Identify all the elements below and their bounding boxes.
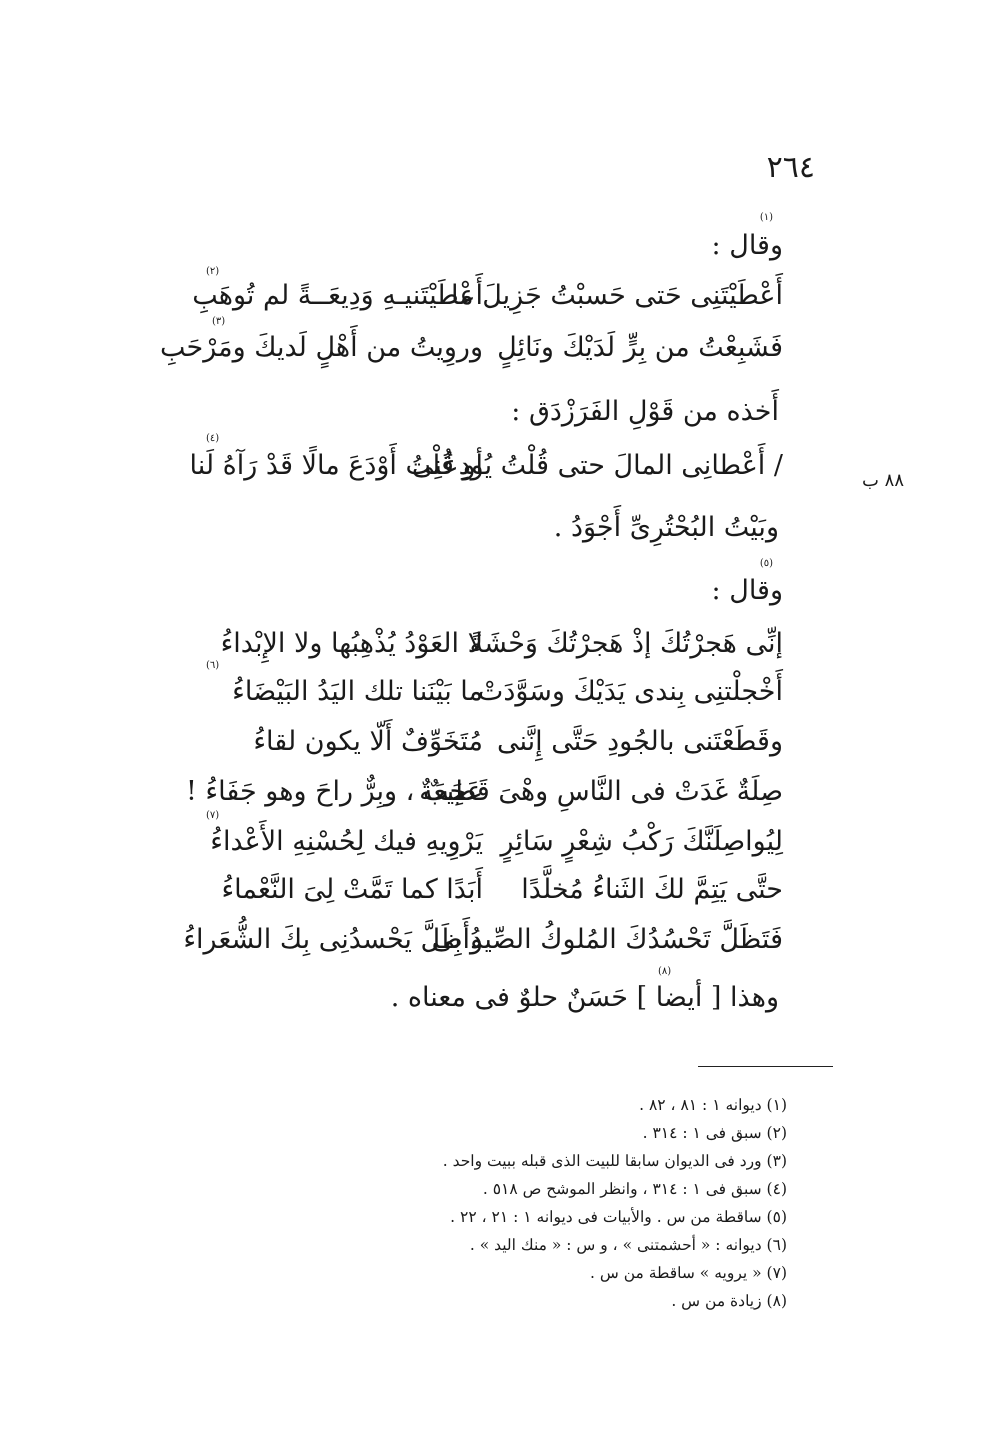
footnote xyxy=(671,1292,787,1310)
verse-second-hemistich: وروِيتُ من أَهْلٍ لَديكَ ومَرْحَبِ xyxy=(160,332,483,363)
footnote-text: « يرويه » ساقطة من س . xyxy=(590,1264,762,1282)
margin-folio-note: ٨٨ ب xyxy=(862,470,905,491)
footnote-separator xyxy=(698,1066,833,1067)
verse-second-hemistich: وأَظَلَّ يَحْسدُنِى بِكَ الشُّعَراءُ xyxy=(183,924,483,955)
footnote-number: (٤) xyxy=(766,1180,787,1198)
footnote-ref: (٤) xyxy=(206,433,220,444)
verse-first-hemistich: صِلَةٌ غَدَتْ فى النَّاسِ وهْىَ قَطِيعَةٌ xyxy=(419,776,783,807)
intro-line: وهذا [ أيضا ] حَسَنٌ حلوٌ فى معناه . xyxy=(390,982,779,1013)
footnote-ref: (١) xyxy=(759,212,773,223)
intro-line: وقال : xyxy=(711,575,783,606)
footnote xyxy=(590,1264,787,1282)
verse-second-hemistich: يَرْوِيهِ فيك لِحُسْنِهِ الأَعْداءُ xyxy=(210,826,483,857)
footnote-number: (٢) xyxy=(766,1124,787,1142)
intro-line: أَخذه من قَوْلِ الفَرَزْدَق : xyxy=(511,396,779,427)
footnote-number: (٥) xyxy=(766,1208,787,1226)
footnote-ref: (٦) xyxy=(206,660,220,671)
verse-second-hemistich: أَبَدًا كما تَمَّتْ لِىَ النَّعْماءُ xyxy=(221,874,483,905)
verse-first-hemistich: حتَّى يَتِمَّ لكَ الثَناءُ مُخلَّدًا xyxy=(521,874,783,905)
footnote xyxy=(443,1152,787,1170)
footnote-text: سبق فى ١ : ٣١٤ ، وانظر الموشح ص ٥١٨ . xyxy=(482,1180,762,1198)
verse-first-hemistich: أَعْطَيْتَنِى حَتى حَسبْتُ جَزِيلَ ما xyxy=(450,280,783,311)
verse-first-hemistich: / أَعْطانِى المالَ حتى قُلْتُ يُودِعُنِى xyxy=(411,450,783,481)
footnote xyxy=(643,1124,787,1142)
footnote-number: (٧) xyxy=(766,1264,787,1282)
footnote-text: ديوانه : « أحشمتنى » ، و س : « منك اليد » . xyxy=(469,1236,762,1254)
verse-second-hemistich: عَجَبٌ ، وبِرٌّ راحَ وهو جَفَاءُ ! xyxy=(185,776,483,807)
verse-first-hemistich: لِيُواصِلَنَّكَ رَكْبُ شِعْرٍ سَائِرٍ xyxy=(500,826,783,857)
verse-first-hemistich: إنِّى هَجرْتُكَ إذْ هَجرْتُكَ وَحْشَةً xyxy=(469,628,783,659)
footnote-ref: (٣) xyxy=(212,316,226,327)
footnote-ref: (٨) xyxy=(658,966,672,977)
verse-second-hemistich: لا العَوْدُ يُذْهِبُها ولا الإِبْداءُ xyxy=(220,628,483,659)
verse-first-hemistich: فَتَظَلَّ تَحْسُدُكَ المُلوكُ الصِّيدُ بِى xyxy=(431,924,783,955)
verse-first-hemistich: فَشَبِعْتُ من بِرٍّ لَدَيْكَ ونَائِلٍ xyxy=(497,332,783,363)
footnote xyxy=(450,1208,787,1226)
footnote xyxy=(483,1180,787,1198)
footnote-text: ساقطة من س . والأبيات فى ديوانه ١ : ٢١ ، ٢٢ . xyxy=(450,1208,762,1226)
verse-second-hemistich: ما بَيْنَنا تلك اليَدُ البَيْضَاءُ xyxy=(232,676,483,707)
footnote-ref: (٧) xyxy=(206,810,220,821)
intro-line: وقال : xyxy=(711,230,783,261)
footnote-ref: (٥) xyxy=(759,558,773,569)
verse-first-hemistich: وقَطَعْتَنى بالجُودِ حَتَّى إِنَّنى xyxy=(496,726,783,757)
verse-first-hemistich: أَخْجلْتنِى بِندى يَدَيْكَ وسَوَّدَتْ xyxy=(477,676,783,707)
verse-second-hemistich: أَعْطَيْتَنيـهِ وَدِيعَــةً لم تُوهَبِ xyxy=(192,280,483,311)
footnote-ref: (٢) xyxy=(206,266,220,277)
footnote-number: (٣) xyxy=(766,1152,787,1170)
footnote-text: زيادة من س . xyxy=(671,1292,762,1310)
footnote-number: (١) xyxy=(766,1096,787,1114)
footnote-text: ديوانه ١ : ٨١ ، ٨٢ . xyxy=(639,1096,762,1114)
page-number: ٢٦٤ xyxy=(766,150,815,185)
intro-line: وبَيْتُ البُحْتُرِىِّ أَجْوَدُ . xyxy=(553,512,779,543)
footnote-number: (٦) xyxy=(766,1236,787,1254)
verse-second-hemistich: أو قُلْتُ أَوْدَعَ مالًا قَدْ رَآهُ لَنا xyxy=(189,450,483,481)
footnote xyxy=(639,1096,787,1114)
footnote-number: (٨) xyxy=(766,1292,787,1310)
footnote xyxy=(470,1236,787,1254)
verse-second-hemistich: مُتَخَوِّفٌ أَلّا يكون لقاءُ xyxy=(253,726,483,757)
footnote-text: سبق فى ١ : ٣١٤ . xyxy=(642,1124,762,1142)
footnote-text: ورد فى الديوان سابقا للبيت الذى قبله ببيت واحد . xyxy=(442,1152,762,1170)
